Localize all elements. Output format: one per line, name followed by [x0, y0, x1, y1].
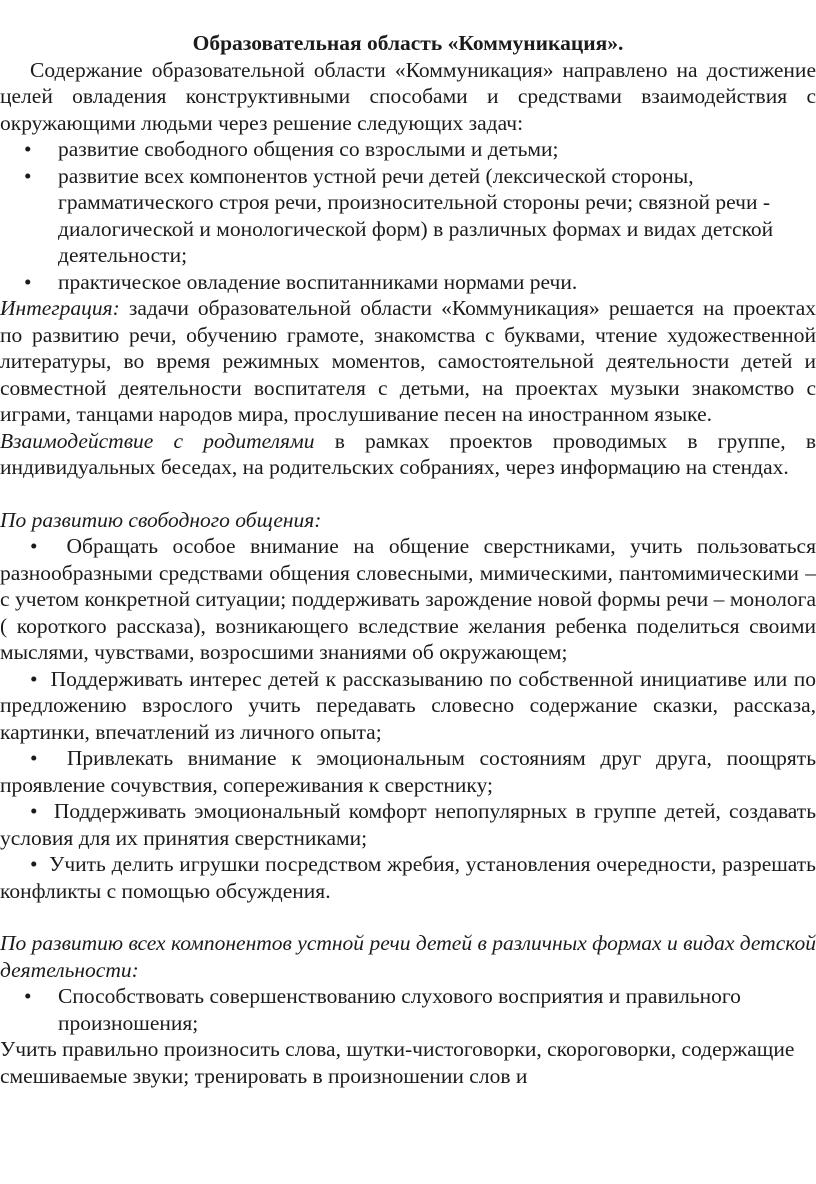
list-item-text: Поддерживать эмоциональный комфорт непопулярных в группе детей, создавать условия для их принятия сверстниками; [0, 799, 816, 850]
document-page [0, 30, 816, 1089]
parents-paragraph [0, 428, 816, 481]
parents-text: в рамках проектов проводимых в группе, в индивидуальных беседах, на родительских собраниях, через информацию на стендах. [0, 428, 816, 479]
integration-label: Интеграция: [0, 296, 120, 320]
document-title: Образовательная область «Коммуникация». [192, 31, 624, 55]
list-item-text: Учить делить игрушки посредством жребия, установления очередности, разрешать конфликты с помощью обсуждения. [0, 852, 816, 903]
integration-text: задачи образовательной области «Коммуникация» решается на проектах по развитию речи, обучению грамоте, знакомства с буквами, чтение художественной литературы, во время режимных моментов, самостоятельной деятельности детей и совместной деятельности воспитателя с детьми, на проектах музыки знакомство с играми, танцами народов мира, прослушивание песен на иностранном языке. [0, 296, 816, 426]
list-item: • развитие свободного общения со взрослыми и детьми; [0, 136, 816, 163]
spacer [0, 481, 816, 507]
section2-list [0, 983, 816, 1036]
list-item: • Обращать особое внимание на общение сверстниками, учить пользоваться разнообразными средствами общения словесными, мимическими, пантомимическими – с учетом конкретной ситуации; поддерживать зарождение новой формы речи – монолога ( короткого рассказа), возникающего вследствие желания ребенка поделиться своими мыслями, чувствами, возросшими знаниями об окружающем; [0, 534, 816, 664]
parents-label: Взаимодействие с родителями [0, 428, 315, 453]
section2-heading: По развитию всех компонентов устной речи детей в различных формах и видах детской деятельности: [0, 931, 816, 982]
list-item-text: Привлекать внимание к эмоциональным состояниям друг друга, поощрять проявление сочувствия, сопереживания к сверстнику; [0, 746, 816, 797]
list-item: • Учить делить игрушки посредством жребия, установления очередности, разрешать конфликты с помощью обсуждения. [0, 852, 816, 903]
integration-paragraph [0, 295, 816, 428]
section2-tail: Учить правильно произносить слова, шутки-чистоговорки, скороговорки, содержащие смешиваемые звуки; тренировать в произношении слов и [0, 1037, 795, 1088]
list-item: • практическое овладение воспитанниками нормами речи. [0, 269, 816, 296]
spacer [0, 904, 816, 930]
section1-heading: По развитию свободного общения: [0, 507, 322, 532]
list-item: • развитие всех компонентов устной речи детей (лексической стороны, грамматического строя речи, произносительной стороны речи; связной речи - диалогической и монологической форм) в различных формах и видах детской деятельности; [0, 163, 816, 269]
list-item: • Поддерживать эмоциональный комфорт непопулярных в группе детей, создавать условия для их принятия сверстниками; [0, 799, 816, 850]
tasks-list [0, 136, 816, 295]
list-item-text: Обращать особое внимание на общение сверстниками, учить пользоваться разнообразными средствами общения словесными, мимическими, пантомимическими – с учетом конкретной ситуации; поддерживать зарождение новой формы речи – монолога ( короткого рассказа), возникающего вследствие желания ребенка поделиться своими мыслями, чувствами, возросшими знаниями об окружающем; [0, 534, 816, 664]
intro-paragraph: Содержание образовательной области «Коммуникация» направлено на достижение целей овладения конструктивными способами и средствами взаимодействия с окружающими людьми через решение следующих задач: [0, 57, 816, 135]
list-item: • Способствовать совершенствованию слухового восприятия и правильного произношения; [0, 983, 816, 1036]
list-item: • Поддерживать интерес детей к рассказыванию по собственной инициативе или по предложению взрослого учить передавать словесно содержание сказки, рассказа, картинки, впечатлений из личного опыта; [0, 666, 816, 744]
list-item-text: Поддерживать интерес детей к рассказыванию по собственной инициативе или по предложению взрослого учить передавать словесно содержание сказки, рассказа, картинки, впечатлений из личного опыта; [0, 666, 816, 744]
list-item: • Привлекать внимание к эмоциональным состояниям друг друга, поощрять проявление сочувствия, сопереживания к сверстнику; [0, 746, 816, 797]
